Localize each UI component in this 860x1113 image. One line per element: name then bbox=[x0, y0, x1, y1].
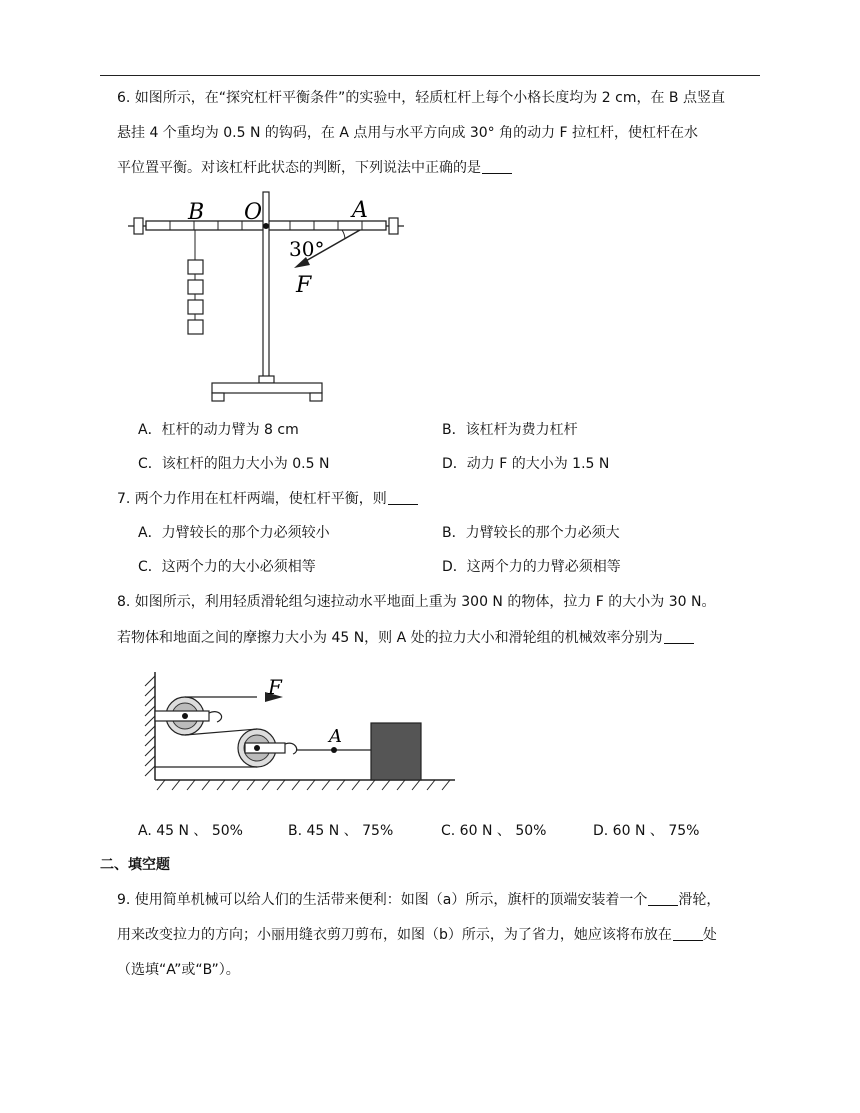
q6-option-a: A．杠杆的动力臂为 8 cm bbox=[138, 422, 299, 438]
q6-answer-blank bbox=[482, 159, 512, 174]
q6-text-line3-content: 平位置平衡。对该杠杆此状态的判断，下列说法中正确的是 bbox=[117, 160, 481, 176]
label-angle: 30° bbox=[289, 237, 325, 261]
q8-text-line1: 8. 如图所示，利用轻质滑轮组匀速拉动水平地面上重为 300 N 的物体，拉力 F 的大小为 30 N。 bbox=[117, 594, 716, 610]
label-O: O bbox=[244, 200, 263, 225]
q8-answer-blank bbox=[664, 629, 694, 644]
label-A: A bbox=[352, 198, 368, 223]
pulley-figure bbox=[135, 668, 465, 798]
q7-text-line1 bbox=[117, 490, 418, 508]
label-F: F bbox=[296, 273, 312, 298]
label-B: B bbox=[188, 200, 205, 225]
header-rule bbox=[100, 75, 760, 76]
q6-option-c: C．该杠杆的阻力大小为 0.5 N bbox=[138, 456, 330, 472]
q8-option-a: A. 45 N 、 50% bbox=[138, 823, 243, 839]
q8-option-b: B. 45 N 、 75% bbox=[288, 823, 394, 839]
q6-text-line3 bbox=[117, 159, 512, 177]
q9-text-line3: （选填“A”或“B”）。 bbox=[117, 962, 240, 978]
q6-text-line1: 6. 如图所示，在“探究杠杆平衡条件”的实验中，轻质杠杆上每个小格长度均为 2 cm，在 B 点竖直 bbox=[117, 90, 725, 106]
lever-figure bbox=[120, 190, 420, 405]
q9-text-line2-end: 处 bbox=[702, 927, 717, 943]
q8-text-line2-content: 若物体和地面之间的摩擦力大小为 45 N，则 A 处的拉力大小和滑轮组的机械效率分别为 bbox=[117, 630, 663, 646]
q9-text-line1-start: 9. 使用简单机械可以给人们的生活带来便利：如图（a）所示，旗杆的顶端安装着一个 bbox=[117, 892, 648, 908]
q7-option-b: B．力臂较长的那个力必须大 bbox=[442, 525, 620, 541]
q9-text-line1 bbox=[117, 891, 720, 909]
q8-text-line2 bbox=[117, 629, 694, 647]
q9-answer-blank-2 bbox=[673, 926, 703, 941]
q9-text-line2 bbox=[117, 926, 717, 944]
q9-text-line2-start: 用来改变拉力的方向；小丽用缝衣剪刀剪布，如图（b）所示，为了省力，她应该将布放在 bbox=[117, 927, 672, 943]
q9-text-line1-end: 滑轮， bbox=[678, 892, 721, 908]
q6-text-line2: 悬挂 4 个重均为 0.5 N 的钩码，在 A 点用与水平方向成 30° 角的动力 F 拉杠杆，使杠杆在水 bbox=[117, 125, 699, 141]
q7-option-a: A．力臂较长的那个力必须较小 bbox=[138, 525, 330, 541]
q8-option-c: C. 60 N 、 50% bbox=[441, 823, 547, 839]
q6-option-d: D．动力 F 的大小为 1.5 N bbox=[442, 456, 610, 472]
q7-option-c: C．这两个力的大小必须相等 bbox=[138, 559, 316, 575]
q7-text-content: 7. 两个力作用在杠杆两端，使杠杆平衡，则 bbox=[117, 491, 387, 507]
label-F: F bbox=[268, 675, 282, 699]
q6-option-b: B．该杠杆为费力杠杆 bbox=[442, 422, 578, 438]
q7-answer-blank bbox=[388, 490, 418, 505]
q7-option-d: D．这两个力的力臂必须相等 bbox=[442, 559, 621, 575]
section-title: 二、填空题 bbox=[100, 857, 170, 873]
label-A: A bbox=[329, 726, 342, 747]
q9-answer-blank-1 bbox=[648, 891, 678, 906]
q8-option-d: D. 60 N 、 75% bbox=[593, 823, 700, 839]
